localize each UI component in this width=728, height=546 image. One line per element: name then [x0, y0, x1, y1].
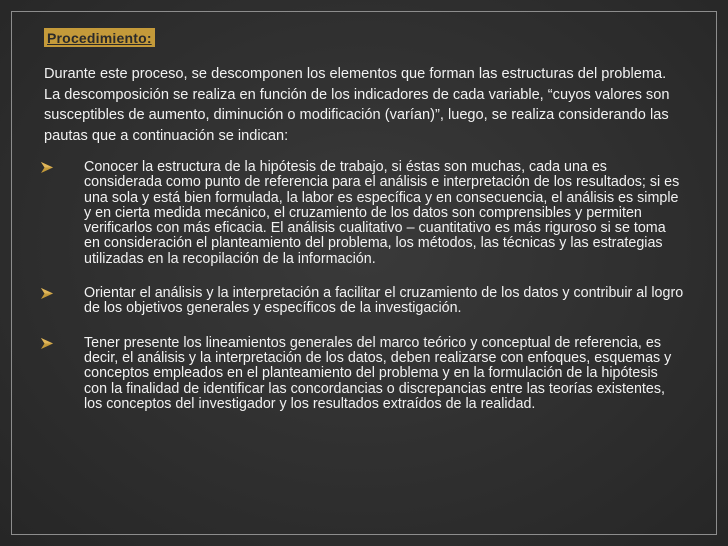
- bullet-text: Orientar el análisis y la interpretación a facilitar el cruzamiento de los datos y contribuir al logro de los objetivos generales y específicos de la investigación.: [84, 285, 684, 317]
- bullet-list: [44, 160, 684, 431]
- arrow-bullet-icon: [41, 162, 53, 173]
- bullet-text: Conocer la estructura de la hipótesis de trabajo, si éstas son muchas, cada una es considerada como punto de referencia para el análisis e interpretación de los resultados; si es una sola y está bien formulada, la labor es específica y en consecuencia, el análisis es simple y en cierta medida mecánico, el cruzamiento de los datos son comprensibles y permiten verificarlos con más eficacia. El análisis cualitativo – cuantitativo es más riguroso si se toma en consideración el planteamiento del problema, los métodos, las técnicas y las estrategias utilizadas en la recopilación de la información.: [84, 159, 680, 267]
- bullet-text: Tener presente los lineamientos generales del marco teórico y conceptual de referencia, es decir, el análisis y la interpretación de los datos, deben realizarse con enfoques, esquemas y conceptos empleados en el planteamiento del problema y en la formulación de la hipótesis con la finalidad de identificar las concordancias o discrepancias entre las teorías existentes, los conceptos del investigador y los resultados extraídos de la realidad.: [84, 334, 672, 412]
- slide-title: Procedimiento:: [44, 28, 155, 47]
- arrow-bullet-icon: [41, 338, 53, 349]
- bullet-item: [44, 336, 684, 412]
- arrow-bullet-icon: [41, 288, 53, 299]
- bullet-item: [44, 160, 684, 267]
- intro-paragraph: Durante este proceso, se descomponen los elementos que forman las estructuras del problema. La descomposición se realiza en función de los indicadores de cada variable, “cuyos valores son susceptibles de aumento, diminución o modificación (varían)”, luego, se realiza considerando las pautas que a continuación se indican:: [44, 66, 670, 145]
- bullet-item: [44, 286, 684, 317]
